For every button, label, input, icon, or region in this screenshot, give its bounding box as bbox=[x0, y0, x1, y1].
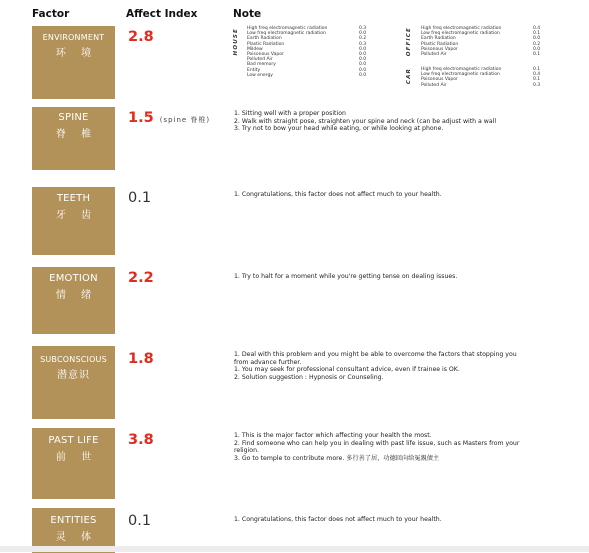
factor-name-zh: 前 世 bbox=[55, 452, 98, 463]
car-item-name: High freq electromagnetic radiation bbox=[421, 67, 502, 72]
office-label: OFFICE bbox=[406, 27, 412, 57]
factor-name-zh: 情 绪 bbox=[55, 290, 98, 301]
note-subconscious bbox=[234, 351, 544, 381]
house-item-name: Plastic Radiation bbox=[247, 41, 285, 47]
house-item-value: 0.0 bbox=[359, 62, 367, 68]
factor-tile-teeth bbox=[32, 187, 115, 255]
office-item-name: Plastic Radiation bbox=[421, 41, 459, 47]
office-item-value: 0.0 bbox=[533, 36, 541, 42]
house-item-name: Low energy bbox=[247, 72, 273, 78]
factor-name-en: SPINE bbox=[58, 112, 89, 123]
house-item-value: 0.3 bbox=[359, 41, 367, 47]
house-item-value: 0.2 bbox=[359, 36, 367, 42]
factor-name-en: TEETH bbox=[56, 193, 91, 204]
note-line: religion. bbox=[234, 447, 259, 455]
note-line: 3. Try not to bow your head while eating, or while looking at phone. bbox=[234, 125, 444, 133]
office-item-value: 0.4 bbox=[533, 26, 541, 31]
house-item-value: 0.0 bbox=[359, 57, 367, 63]
office-table bbox=[421, 26, 547, 57]
car-item-value: 0.1 bbox=[533, 67, 541, 72]
factor-name-en: ENTITIES bbox=[50, 515, 97, 526]
house-table bbox=[247, 26, 373, 78]
house-item-value: 0.0 bbox=[359, 67, 367, 73]
affect-value: 3.8 bbox=[128, 432, 154, 448]
office-item-name: Poisonous Vapor bbox=[421, 46, 458, 52]
car-item-name: Polluted Air bbox=[421, 82, 447, 88]
factor-name-en: ENVIRONMENT bbox=[42, 33, 105, 42]
car-item-row bbox=[421, 83, 547, 88]
office-item-value: 0.0 bbox=[533, 46, 541, 52]
factor-tile-spine bbox=[32, 107, 115, 170]
note-line: 2. Find someone who can help you in dealing with past life issue, such as Masters from your bbox=[234, 439, 520, 447]
car-label: CAR bbox=[406, 68, 412, 85]
house-item-name: Earth Radiation bbox=[247, 36, 282, 42]
house-item-row bbox=[247, 73, 373, 78]
note-line: 1. This is the major factor which affecting your health the most. bbox=[234, 432, 432, 439]
note-past-life bbox=[234, 432, 544, 462]
note-emotion bbox=[234, 273, 544, 281]
factor-tile-emotion bbox=[32, 267, 115, 334]
note-line: 2. Solution suggestion : Hypnosis or Counseling. bbox=[234, 373, 384, 381]
factor-name-en: SUBCONSCIOUS bbox=[40, 355, 107, 364]
bottom-band bbox=[0, 546, 589, 552]
office-item-name: Low freq electromagnetic radiation bbox=[421, 31, 500, 37]
affect-value bbox=[128, 110, 210, 126]
office-item-name: Earth Radiation bbox=[421, 36, 456, 42]
affect-value-subtext: (spine 脊椎) bbox=[159, 116, 211, 124]
house-item-name: High freq electromagnetic radiation bbox=[247, 26, 328, 31]
house-label: HOUSE bbox=[233, 28, 239, 56]
house-item-value: 0.0 bbox=[359, 46, 367, 52]
note-spine bbox=[234, 110, 544, 133]
affect-value: 1.8 bbox=[128, 351, 154, 367]
factor-name-zh: 脊 椎 bbox=[55, 129, 98, 140]
office-item-value: 0.2 bbox=[533, 41, 541, 47]
car-item-value: 0.3 bbox=[533, 82, 541, 88]
office-item-row bbox=[421, 52, 547, 57]
affect-value-number: 1.5 bbox=[128, 110, 154, 126]
note-line: 2. Walk with straight pose, straighten your spine and neck (can be adjust with a wall bbox=[234, 117, 497, 125]
factor-name-zh: 环 境 bbox=[55, 48, 98, 59]
office-item-name: Polluted Air bbox=[421, 52, 447, 58]
office-item-value: 0.1 bbox=[533, 52, 541, 58]
note-line: 1. Deal with this problem and you might be able to overcome the factors that stopping you bbox=[234, 351, 517, 358]
affect-value: 2.8 bbox=[128, 29, 154, 45]
car-table bbox=[421, 67, 547, 88]
note-line: 1. You may seek for professional consultant advice, even if trainee is OK. bbox=[234, 366, 460, 374]
affect-value: 0.1 bbox=[128, 513, 152, 529]
house-item-name: Bad memory bbox=[247, 62, 276, 68]
factor-name-zh: 潜意识 bbox=[57, 370, 90, 381]
note-line: 1. Congratulations, this factor does not affect much to your health. bbox=[234, 516, 442, 523]
factor-tile-past-life bbox=[32, 428, 115, 499]
note-entities bbox=[234, 516, 544, 524]
factor-name-zh: 牙 齿 bbox=[55, 210, 98, 221]
note-line: 1. Congratulations, this factor does not affect much to your health. bbox=[234, 191, 442, 198]
house-item-value: 0.3 bbox=[359, 26, 367, 31]
house-item-value: 0.0 bbox=[359, 72, 367, 78]
factor-name-zh: 灵 体 bbox=[55, 532, 98, 543]
note-teeth bbox=[234, 191, 544, 199]
factor-tile-environment bbox=[32, 26, 115, 99]
house-item-name: Mildew bbox=[247, 46, 263, 52]
note-line: 1. Sitting well with a proper position bbox=[234, 110, 346, 117]
note-line: 1. Try to halt for a moment while you're getting tense on dealing issues. bbox=[234, 273, 458, 280]
house-item-name: Polluted Air bbox=[247, 57, 273, 63]
office-item-value: 0.1 bbox=[533, 31, 541, 37]
house-item-name: Entity bbox=[247, 67, 261, 73]
affect-value: 2.2 bbox=[128, 270, 154, 286]
house-item-value: 0.0 bbox=[359, 31, 367, 37]
affect-index-column-header: Affect Index bbox=[126, 8, 198, 20]
car-item-name: Low freq electromagnetic radiation bbox=[421, 72, 500, 78]
house-item-name: Poisonous Vapor bbox=[247, 52, 284, 58]
factor-tile-subconscious bbox=[32, 346, 115, 419]
note-column-header: Note bbox=[233, 8, 262, 20]
factor-name-en: PAST LIFE bbox=[48, 435, 99, 446]
affect-value: 0.1 bbox=[128, 190, 152, 206]
car-item-value: 0.4 bbox=[533, 72, 541, 78]
car-item-name: Poisonous Vapor bbox=[421, 77, 458, 83]
note-line: 3. Go to temple to contribute more. 多行善了居，功德回向给冤親债主 bbox=[234, 454, 440, 462]
factor-name-en: EMOTION bbox=[49, 273, 98, 284]
factor-column-header: Factor bbox=[32, 8, 70, 20]
office-item-name: High freq electromagnetic radiation bbox=[421, 26, 502, 31]
house-item-value: 0.0 bbox=[359, 52, 367, 58]
note-line: from advance further. bbox=[234, 358, 302, 366]
car-item-value: 0.1 bbox=[533, 77, 541, 83]
house-item-name: Low freq electromagnetic radiation bbox=[247, 31, 326, 37]
